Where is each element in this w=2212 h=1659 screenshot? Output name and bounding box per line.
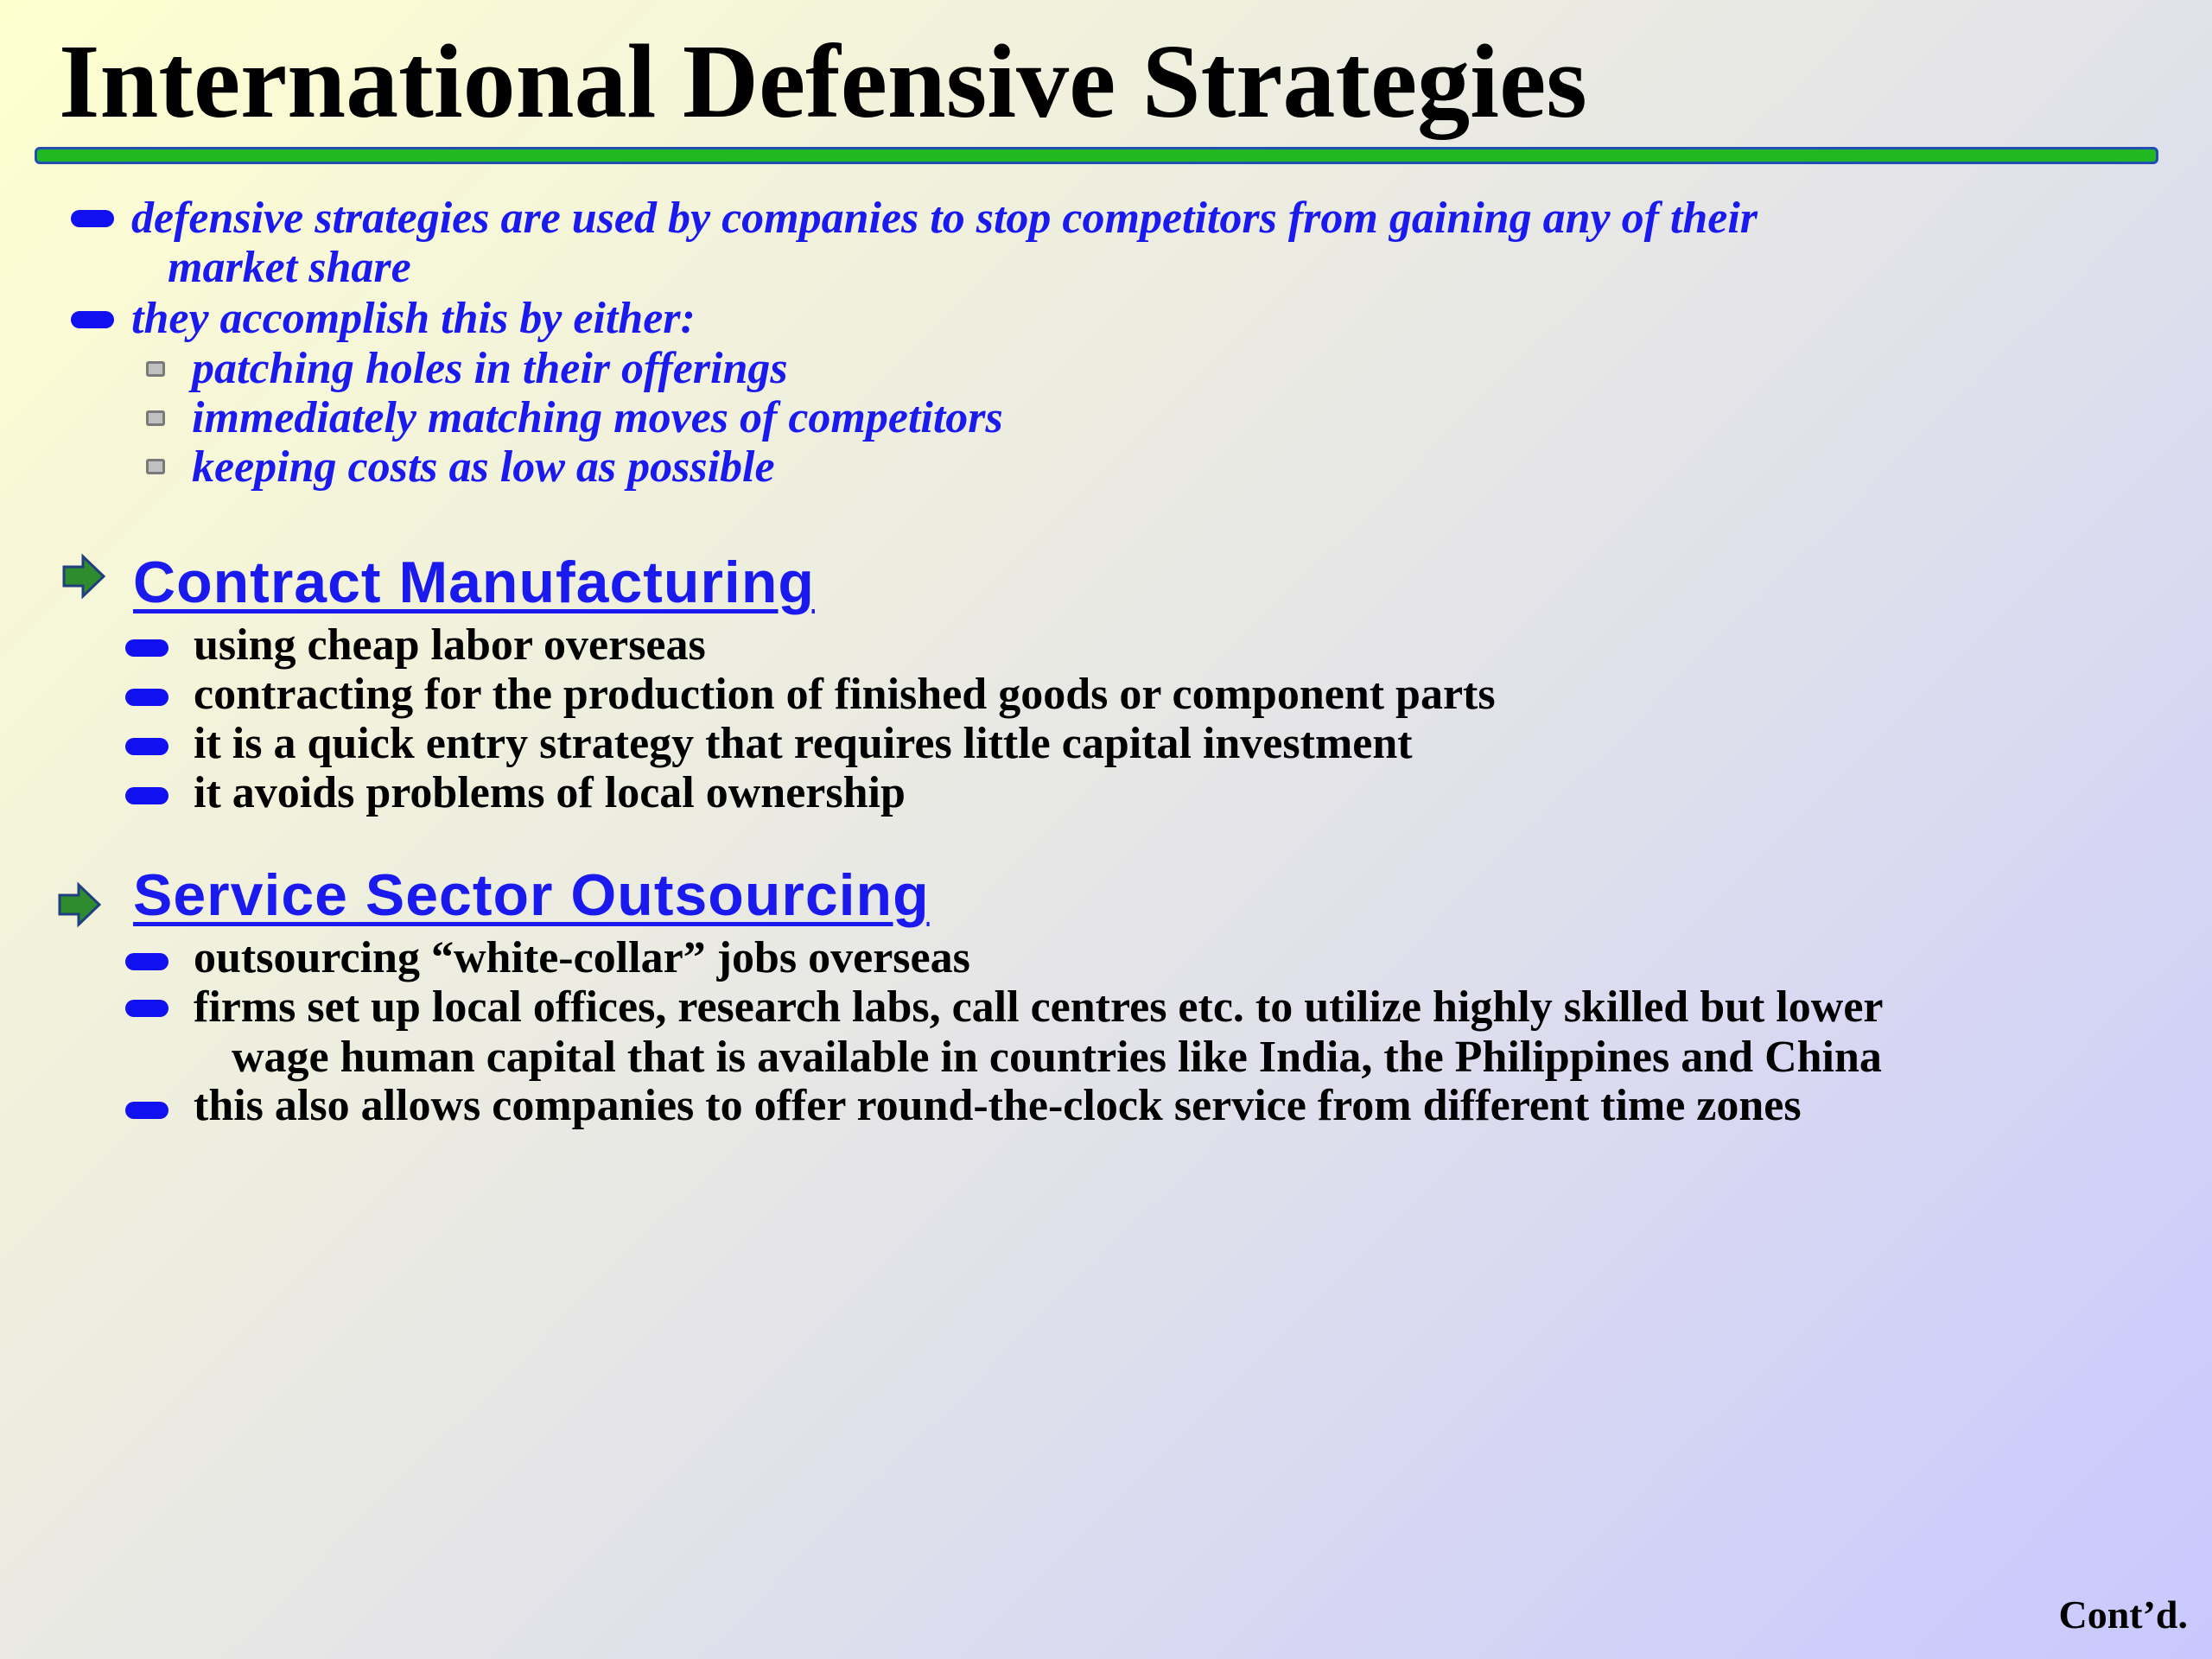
dash-bullet-icon bbox=[125, 639, 168, 657]
arrow-right-icon bbox=[56, 881, 103, 928]
intro-subitem-3: keeping costs as low as possible bbox=[192, 442, 775, 492]
heading-contract-manufacturing: Contract Manufacturing bbox=[133, 550, 815, 615]
square-bullet-icon bbox=[146, 459, 165, 474]
contract-item-2: contracting for the production of finished goods or component parts bbox=[194, 670, 1496, 719]
continued-label: Cont’d. bbox=[2058, 1592, 2188, 1637]
intro-bullet-1-line-2: market share bbox=[168, 243, 411, 292]
dash-bullet-icon bbox=[125, 1102, 168, 1119]
square-bullet-icon bbox=[146, 361, 165, 377]
contract-item-3: it is a quick entry strategy that requires little capital investment bbox=[194, 719, 1413, 768]
intro-bullet-2: they accomplish this by either: bbox=[131, 294, 696, 343]
arrow-right-icon bbox=[60, 553, 107, 600]
dash-bullet-icon bbox=[125, 738, 168, 755]
dash-bullet-icon bbox=[71, 210, 114, 227]
contract-item-1: using cheap labor overseas bbox=[194, 620, 706, 670]
contract-item-4: it avoids problems of local ownership bbox=[194, 768, 906, 817]
dash-bullet-icon bbox=[125, 1000, 168, 1017]
service-item-2-line-1: firms set up local offices, research labs, call centres etc. to utilize highly skilled but lower bbox=[194, 982, 1884, 1032]
dash-bullet-icon bbox=[125, 787, 168, 804]
intro-subitem-1: patching holes in their offerings bbox=[192, 344, 788, 393]
square-bullet-icon bbox=[146, 410, 165, 426]
intro-bullet-1-line-1: defensive strategies are used by companies to stop competitors from gaining any of their bbox=[131, 194, 1758, 243]
service-item-3: this also allows companies to offer round-the-clock service from different time zones bbox=[194, 1081, 1802, 1130]
heading-service-sector-outsourcing: Service Sector Outsourcing bbox=[133, 862, 930, 928]
intro-subitem-2: immediately matching moves of competitors bbox=[192, 393, 1003, 442]
dash-bullet-icon bbox=[125, 689, 168, 706]
dash-bullet-icon bbox=[71, 311, 114, 328]
dash-bullet-icon bbox=[125, 953, 168, 970]
service-item-2-line-2: wage human capital that is available in countries like India, the Philippines and China bbox=[232, 1033, 1882, 1082]
service-item-1: outsourcing “white-collar” jobs overseas bbox=[194, 933, 970, 982]
slide-title: International Defensive Strategies bbox=[59, 23, 1587, 140]
title-underline-rule bbox=[35, 147, 2158, 164]
